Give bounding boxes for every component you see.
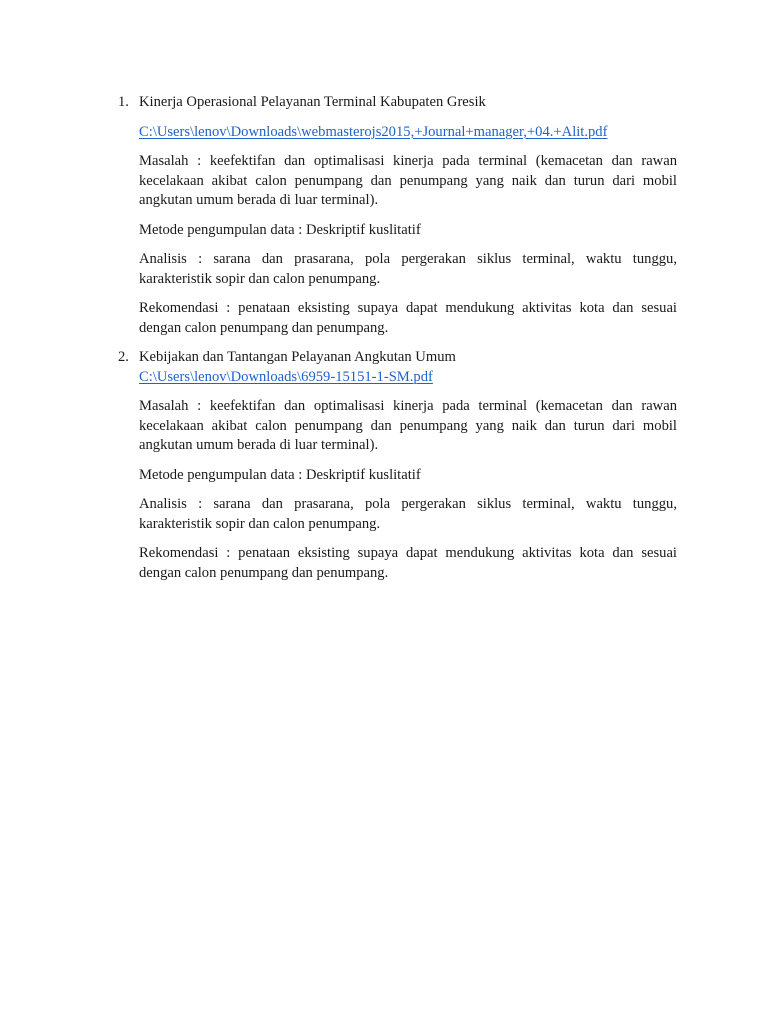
metode-paragraph: Metode pengumpulan data : Deskriptif kuslitatif — [139, 221, 421, 238]
rekomendasi-paragraph: Rekomendasi : penataan eksisting supaya dapat mendukung aktivitas kota dan sesuai dengan calon penumpang dan penumpang. — [139, 545, 677, 581]
file-link[interactable]: C:\Users\lenov\Downloads\6959-15151-1-SM.pdf — [139, 368, 433, 385]
analisis-paragraph: Analisis : sarana dan prasarana, pola pergerakan siklus terminal, waktu tunggu, karakteristik sopir dan calon penumpang. — [139, 496, 677, 532]
list-item-1 — [118, 93, 677, 338]
list-number: 2. — [118, 349, 129, 365]
item-title: Kinerja Operasional Pelayanan Terminal Kabupaten Gresik — [139, 94, 486, 110]
masalah-paragraph: Masalah : keefektifan dan optimalisasi kinerja pada terminal (kemacetan dan rawan kecelakaan akibat calon penumpang dan penumpang yang naik dan turun dari mobil angkutan umum berada di luar terminal). — [139, 153, 677, 208]
item-title: Kebijakan dan Tantangan Pelayanan Angkutan Umum — [139, 349, 456, 365]
masalah-paragraph: Masalah : keefektifan dan optimalisasi kinerja pada terminal (kemacetan dan rawan kecelakaan akibat calon penumpang dan penumpang yang naik dan turun dari mobil angkutan umum berada di luar terminal). — [139, 398, 677, 453]
numbered-list — [118, 93, 677, 593]
analisis-paragraph: Analisis : sarana dan prasarana, pola pergerakan siklus terminal, waktu tunggu, karakteristik sopir dan calon penumpang. — [139, 251, 677, 287]
file-link[interactable]: C:\Users\lenov\Downloads\webmasterojs2015,+Journal+manager,+04.+Alit.pdf — [139, 123, 608, 140]
metode-paragraph: Metode pengumpulan data : Deskriptif kuslitatif — [139, 466, 421, 483]
list-number: 1. — [118, 94, 129, 110]
rekomendasi-paragraph: Rekomendasi : penataan eksisting supaya dapat mendukung aktivitas kota dan sesuai dengan calon penumpang dan penumpang. — [139, 300, 677, 336]
list-item-2 — [118, 348, 677, 583]
